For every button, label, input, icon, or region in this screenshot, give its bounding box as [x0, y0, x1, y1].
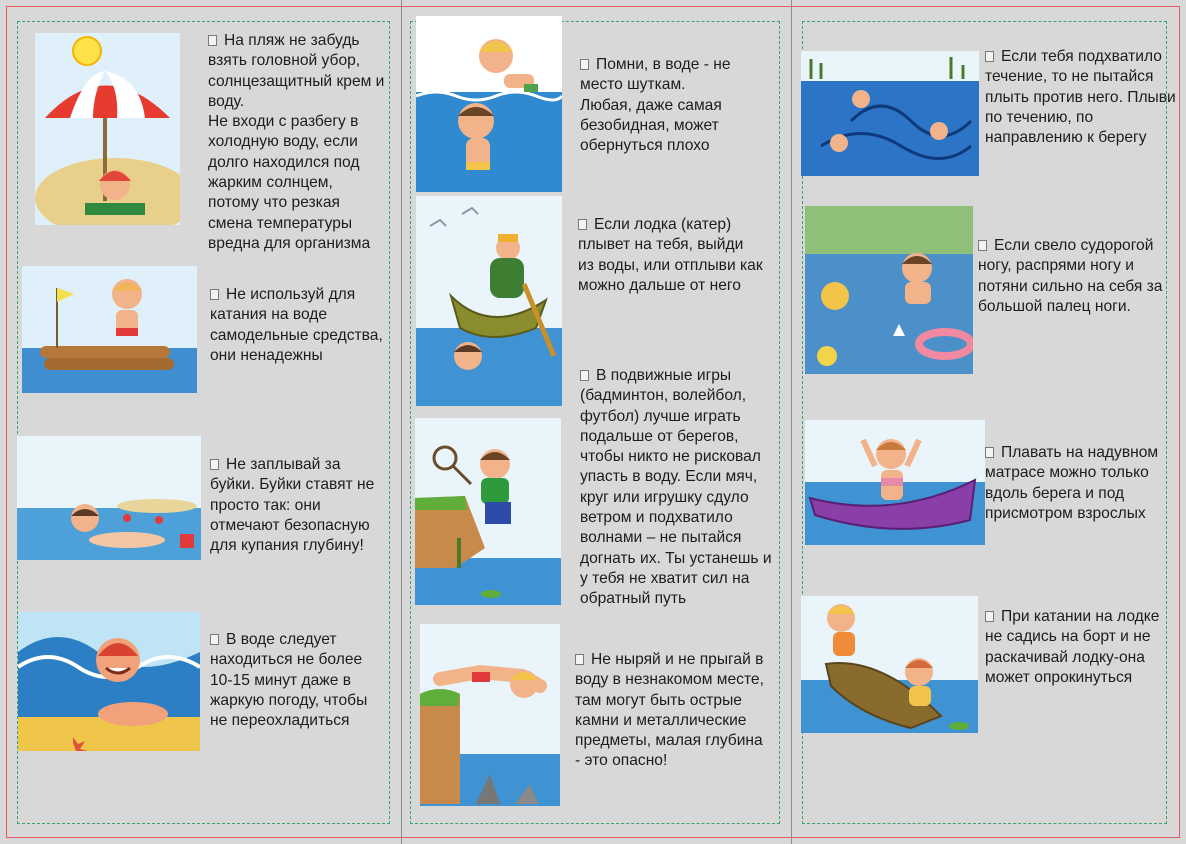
bullet-box-icon [210, 289, 219, 300]
cramp-help-illustration [805, 206, 973, 374]
tip-text: В воде следует находиться не более 10-15 минут даже в жаркую погоду, чтобы не переохладиться [210, 631, 368, 730]
tip-text: Не ныряй и не прыгай в воду в незнакомом месте, там могут быть острые камни и металлические предметы, малая глубина - это опасно! [575, 651, 764, 770]
bullet-box-icon [985, 447, 994, 458]
tip-text: Если тебя подхватило течение, то не пытайся плыть против него. Плыви по течению, по направлению к берегу [985, 48, 1176, 147]
diving-boy-illustration [420, 624, 560, 806]
raft-illustration [22, 266, 197, 393]
badminton-falling-illustration [415, 418, 561, 605]
bullet-box-icon [578, 219, 587, 230]
bullet-box-icon [985, 51, 994, 62]
boat-and-swimmer-illustration [416, 196, 562, 406]
boys-playing-in-water-illustration [416, 16, 562, 192]
tip-text: В подвижные игры (бадминтон, волейбол, футбол) лучше играть подальше от берегов, чтобы никто не рисковал упасть в воду. Если мяч, круг или игрушку сдуло ветром и подхватило волнами – не пытайся догнать их. Ты устанешь и у тебя не хватит сил на обратный путь [580, 367, 772, 608]
bullet-box-icon [978, 240, 987, 251]
air-mattress-illustration [805, 420, 985, 545]
bullet-box-icon [210, 459, 219, 470]
current-swimmers-illustration [801, 51, 979, 176]
tip-text: Не заплывай за буйки. Буйки ставят не просто так: они отмечают безопасную для купания глубину! [210, 456, 375, 555]
bullet-box-icon [580, 59, 589, 70]
fold-line-2 [791, 0, 792, 844]
tip-text: При катании на лодке не садись на борт и не раскачивай лодку-она может опрокинуться [985, 608, 1160, 686]
tip-text: Помни, в воде - не место шуткам. Любая, даже самая безобидная, может обернуться плохо [580, 56, 731, 155]
fold-line-1 [401, 0, 402, 844]
tip-text: На пляж не забудь взять головной убор, солнцезащитный крем и воду. Не входи с разбегу в холодную воду, если долго находился под жарким солнцем, потому что резкая смена температуры вредна для организма [208, 32, 385, 252]
tip-text: Плавать на надувном матрасе можно только вдоль берега и под присмотром взрослых [985, 444, 1159, 522]
bullet-box-icon [575, 654, 584, 665]
tip-text: Если свело судорогой ногу, распрями ногу и потяни сильно на себя за большой палец ноги. [978, 237, 1163, 315]
swimmer-buoys-illustration [17, 436, 201, 560]
tip-text: Не используй для катания на воде самодельные средства, они ненадежны [210, 286, 383, 364]
bullet-box-icon [210, 634, 219, 645]
beach-umbrella-illustration [35, 33, 180, 225]
bullet-box-icon [580, 370, 589, 381]
tip-text: Если лодка (катер) плывет на тебя, выйди из воды, или отплыви как можно дальше от него [578, 216, 763, 294]
bullet-box-icon [208, 35, 217, 46]
rocking-boat-illustration [801, 596, 978, 733]
boy-in-waves-illustration [18, 612, 200, 751]
bullet-box-icon [985, 611, 994, 622]
